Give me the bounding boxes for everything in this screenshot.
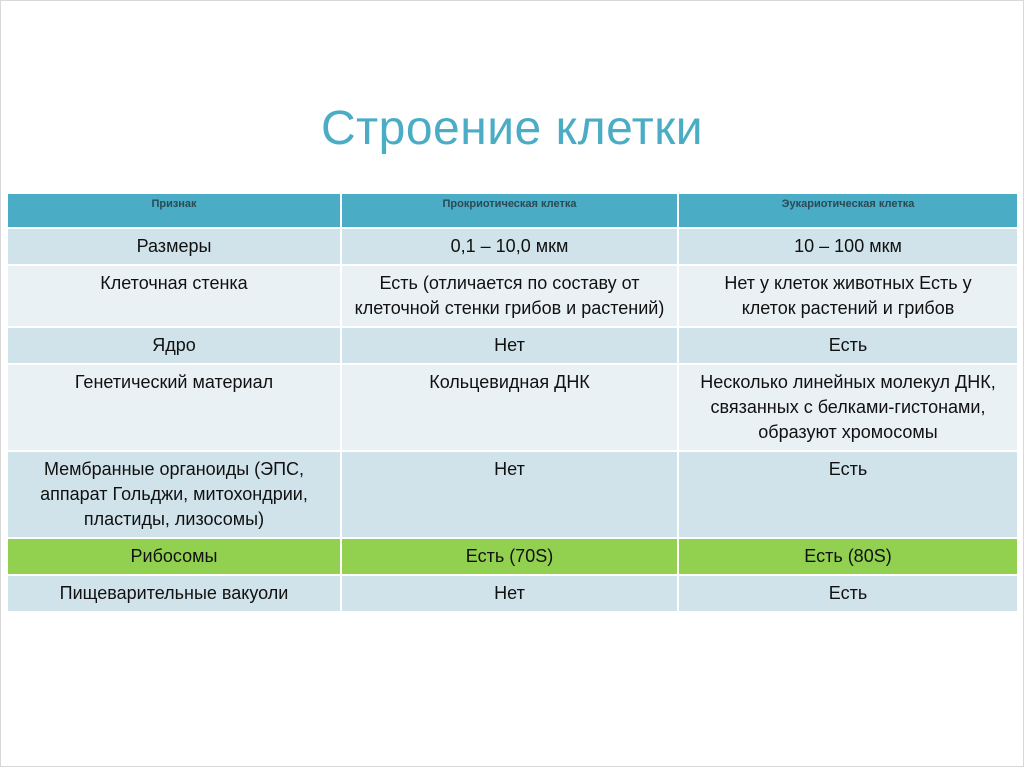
table-row [7,364,1018,451]
table-row [7,575,1018,612]
cell-eukaryote: Есть (80S) [678,538,1018,575]
cell-eukaryote: Есть [678,451,1018,538]
slide-title: Строение клетки [320,102,704,155]
cell-feature: Рибосомы [7,538,341,575]
header-prokaryote: Прокриотическая клетка [341,193,678,228]
table-row [7,451,1018,538]
cell-feature: Клеточная стенка [7,265,341,327]
table-row [7,327,1018,364]
table-row [7,265,1018,327]
cell-prokaryote: Нет [341,451,678,538]
cell-feature: Генетический материал [7,364,341,451]
cell-eukaryote: Есть [678,327,1018,364]
cell-eukaryote: Нет у клеток животных Есть у клеток растений и грибов [678,265,1018,327]
table-row [7,538,1018,575]
cell-eukaryote: Несколько линейных молекул ДНК, связанных с белками-гистонами, образуют хромосомы [678,364,1018,451]
cell-prokaryote: Кольцевидная ДНК [341,364,678,451]
cell-prokaryote: Есть (отличается по составу от клеточной стенки грибов и растений) [341,265,678,327]
cell-feature: Пищеварительные вакуоли [7,575,341,612]
header-feature: Признак [7,193,341,228]
comparison-table [6,192,1019,613]
cell-prokaryote: Нет [341,327,678,364]
cell-prokaryote: 0,1 – 10,0 мкм [341,228,678,265]
cell-feature: Ядро [7,327,341,364]
cell-prokaryote: Нет [341,575,678,612]
table-header-row [7,193,1018,228]
cell-feature: Размеры [7,228,341,265]
header-eukaryote: Эукариотическая клетка [678,193,1018,228]
cell-prokaryote: Есть (70S) [341,538,678,575]
cell-eukaryote: 10 – 100 мкм [678,228,1018,265]
cell-eukaryote: Есть [678,575,1018,612]
table-row [7,228,1018,265]
cell-feature: Мембранные органоиды (ЭПС, аппарат Гольджи, митохондрии, пластиды, лизосомы) [7,451,341,538]
